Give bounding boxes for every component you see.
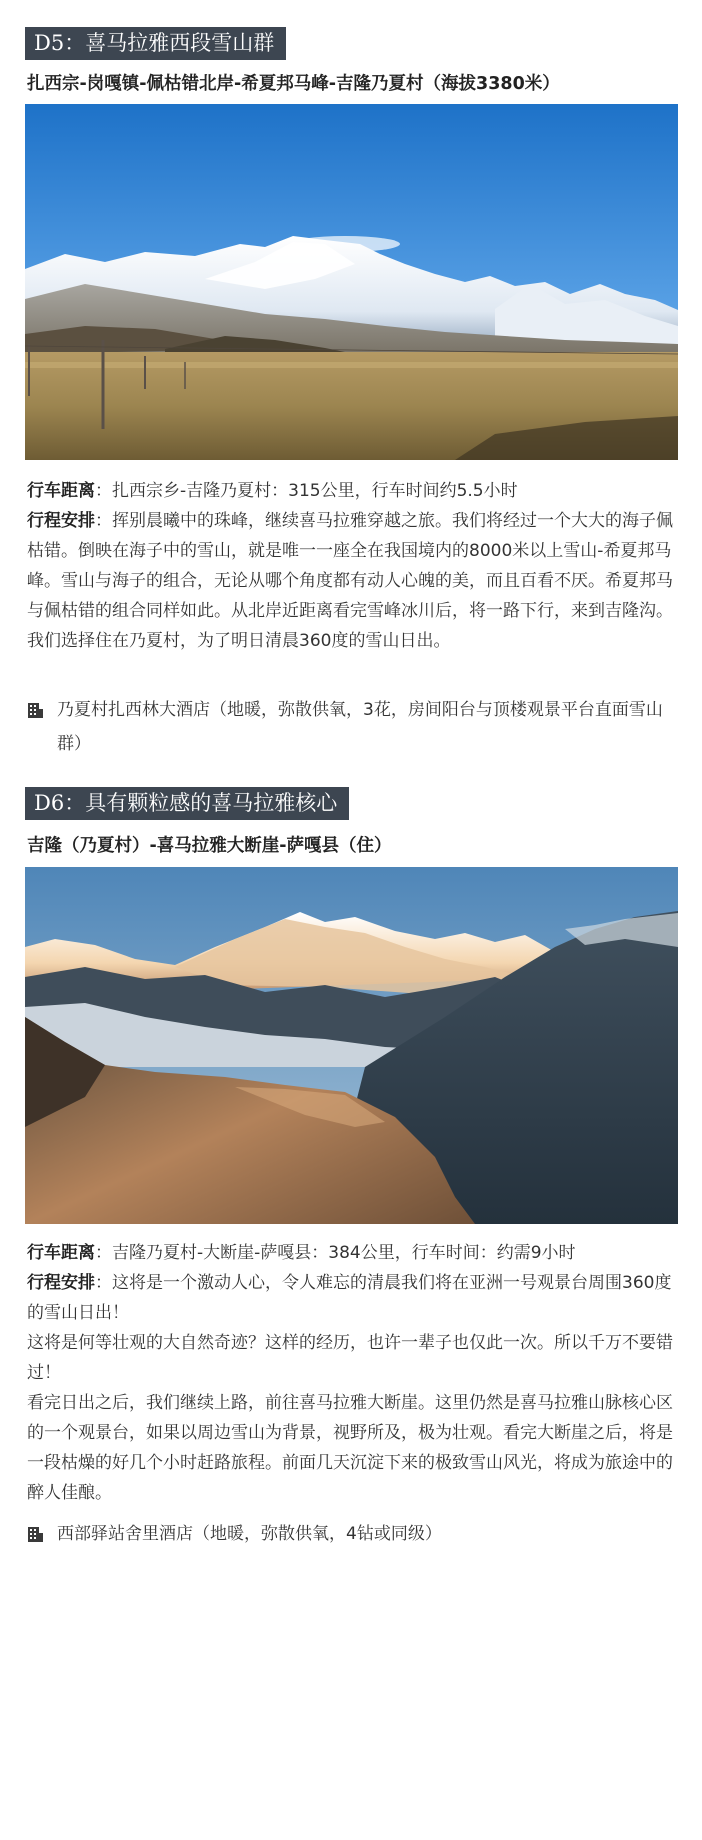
- day5-distance-label: 行车距离: [27, 481, 95, 501]
- day6-description: [27, 1238, 679, 1508]
- day6-paragraph-3: 看完日出之后，我们继续上路，前往喜马拉雅大断崖。这里仍然是喜马拉雅山脉核心区的一个观景台，如果以周边雪山为背景，视野所及，极为壮观。看完大断崖之后，将是一段枯燥的好几个小时赶路旅程。前面几天沉淀下来的极致雪山风光，将成为旅途中的醉人佳酿。: [27, 1393, 673, 1503]
- day6-plan-text: ：这将是一个激动人心，令人难忘的清晨我们将在亚洲一号观景台周围360度的雪山日出！: [27, 1273, 672, 1323]
- day6-distance-line: [27, 1238, 679, 1268]
- day5-hotel: [27, 693, 677, 761]
- day6-distance-text: ：吉隆乃夏村-大断崖-萨嘎县：384公里，行车时间：约需9小时: [95, 1243, 576, 1263]
- day5-badge: D5：喜马拉雅西段雪山群: [25, 27, 286, 60]
- day6-paragraph-2: 这将是何等壮观的大自然奇迹？这样的经历，也许一辈子也仅此一次。所以千万不要错过！: [27, 1333, 673, 1383]
- day5-distance-line: [27, 476, 679, 506]
- day5-route: 扎西宗-岗嘎镇-佩枯错北岸-希夏邦马峰-吉隆乃夏村（海拔3380米）: [27, 74, 560, 94]
- day6-hotel-text: 西部驿站舍里酒店（地暖，弥散供氧，4钻或同级）: [57, 1524, 442, 1544]
- day5-plan-line: [27, 506, 679, 656]
- day6-hotel: [27, 1517, 677, 1551]
- building-icon: [27, 1526, 44, 1543]
- day6-route: 吉隆（乃夏村）-喜马拉雅大断崖-萨嘎县（住）: [27, 836, 392, 856]
- day6-photo-himalaya-cliff: [25, 867, 678, 1224]
- day6-badge: D6：具有颗粒感的喜马拉雅核心: [25, 787, 349, 820]
- building-icon: [27, 702, 44, 719]
- day6-distance-label: 行车距离: [27, 1243, 95, 1263]
- day5-plan-label: 行程安排: [27, 511, 95, 531]
- day5-distance-text: ：扎西宗乡-吉隆乃夏村：315公里，行车时间约5.5小时: [95, 481, 518, 501]
- day5-description: [27, 476, 679, 656]
- snow-mountain-lake-image: [25, 104, 678, 460]
- day6-plan-line: [27, 1268, 679, 1328]
- day5-plan-text: ：挥别晨曦中的珠峰，继续喜马拉雅穿越之旅。我们将经过一个大大的海子佩枯错。倒映在海子中的雪山，就是唯一一座全在我国境内的8000米以上雪山-希夏邦马峰。雪山与海子的组合，无论从哪个角度都有动人心魄的美，而且百看不厌。希夏邦马与佩枯错的组合同样如此。从北岸近距离看完雪峰冰川后，将一路下行，来到吉隆沟。我们选择住在乃夏村，为了明日清晨360度的雪山日出。: [27, 511, 673, 651]
- day5-photo-shishapangma: [25, 104, 678, 460]
- day6-plan-label: 行程安排: [27, 1273, 95, 1293]
- day5-hotel-text: 乃夏村扎西林大酒店（地暖，弥散供氧，3花，房间阳台与顶楼观景平台直面雪山群）: [57, 700, 663, 754]
- sunrise-mountain-cliff-image: [25, 867, 678, 1224]
